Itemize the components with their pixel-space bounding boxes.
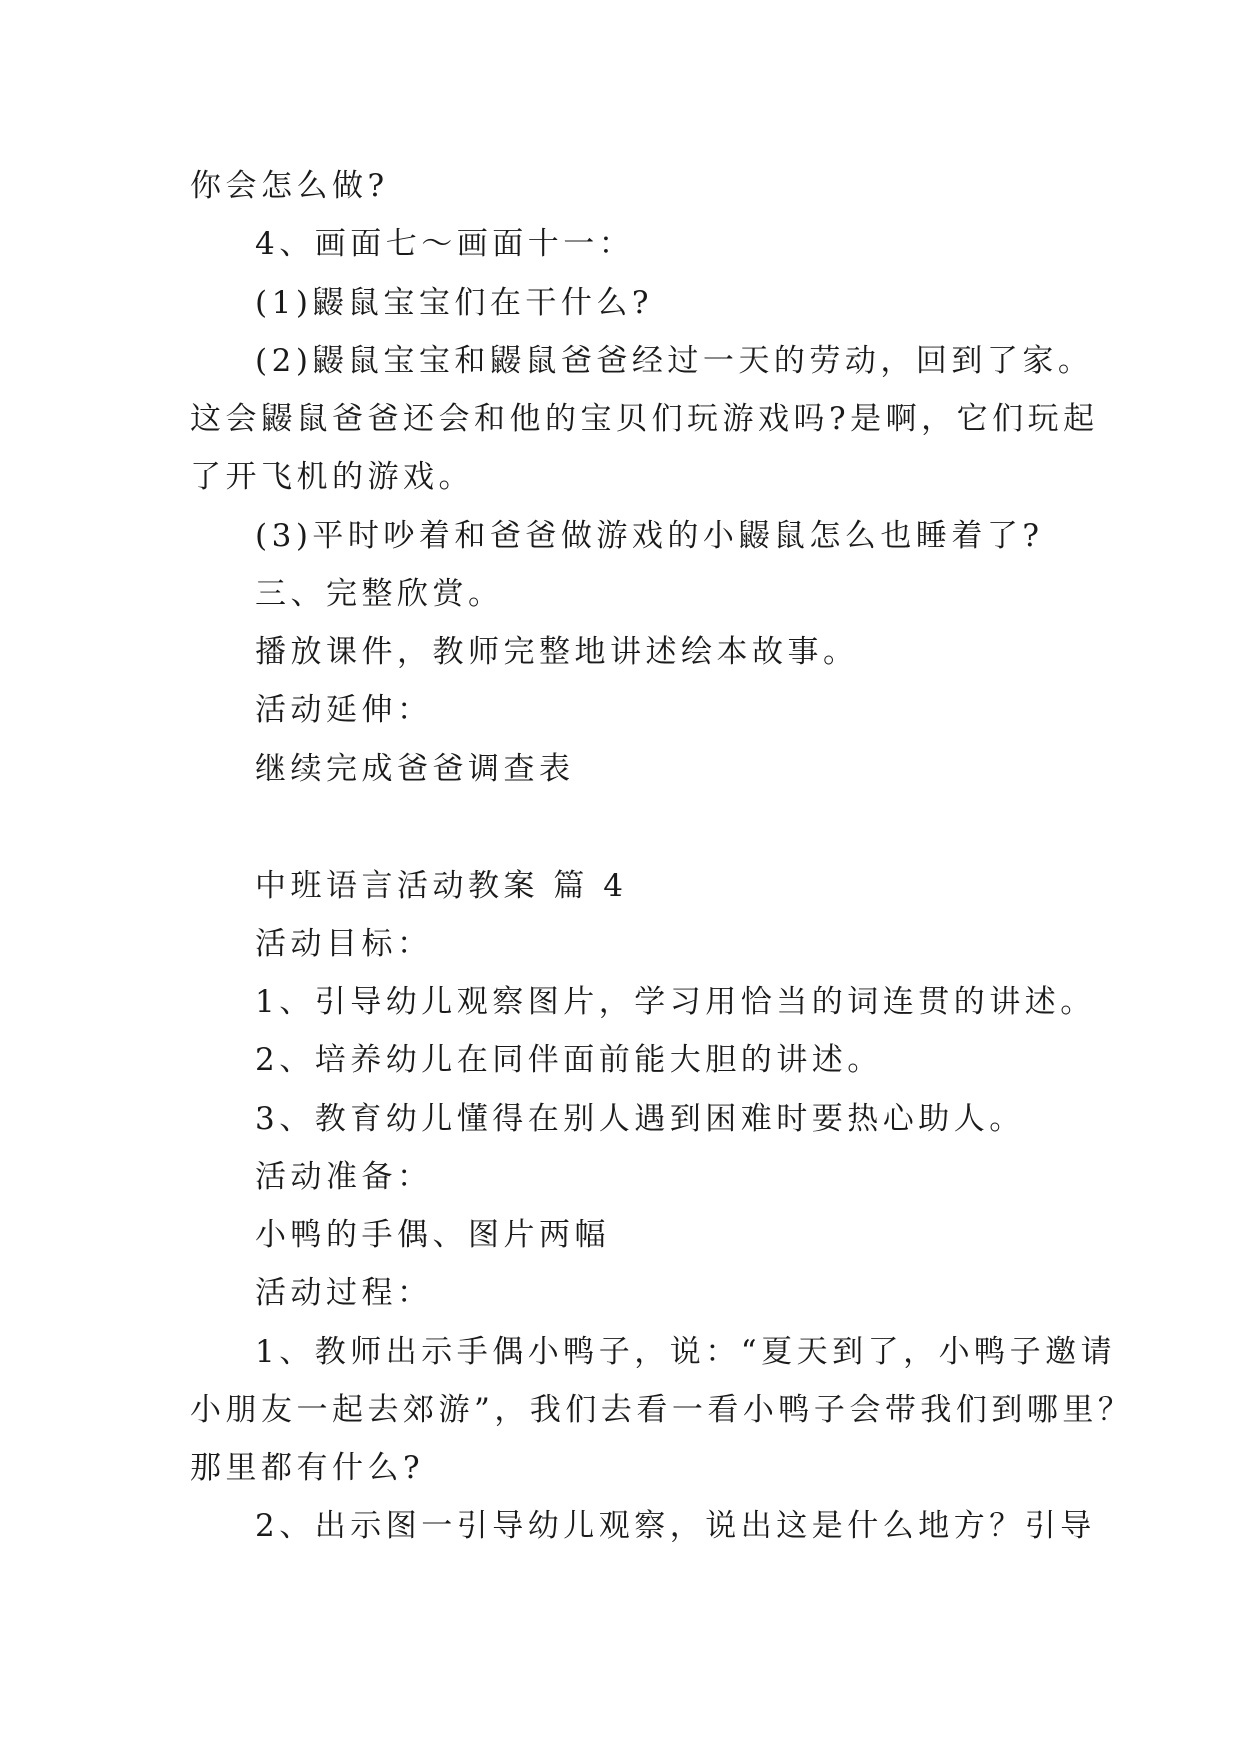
- text-line: 1、引导幼儿观察图片，学习用恰当的词连贯的讲述。: [255, 984, 1096, 1020]
- text-line: 这会鼹鼠爸爸还会和他的宝贝们玩游戏吗?是啊，它们玩起: [190, 401, 1099, 437]
- section-heading: 活动准备：: [255, 1159, 433, 1195]
- text-line: 那里都有什么?: [190, 1450, 425, 1486]
- text-line: 你会怎么做?: [190, 168, 389, 204]
- text-line: 小鸭的手偶、图片两幅: [255, 1217, 610, 1253]
- text-line: 小朋友一起去郊游”，我们去看一看小鸭子会带我们到哪里？: [190, 1392, 1134, 1428]
- text-line: (2)鼹鼠宝宝和鼹鼠爸爸经过一天的劳动，回到了家。: [255, 343, 1094, 379]
- text-line: (3)平时吵着和爸爸做游戏的小鼹鼠怎么也睡着了?: [255, 518, 1044, 554]
- text-line: 了开飞机的游戏。: [190, 459, 474, 495]
- text-line: 1、教师出示手偶小鸭子，说：“夏天到了，小鸭子邀请: [255, 1334, 1117, 1370]
- text-line: (1)鼹鼠宝宝们在干什么?: [255, 285, 654, 321]
- article-title: 中班语言活动教案 篇 4: [255, 868, 628, 904]
- section-heading: 4、画面七～画面十一：: [255, 226, 635, 262]
- section-heading: 活动过程：: [255, 1275, 433, 1311]
- section-heading: 三、完整欣赏。: [255, 576, 504, 612]
- text-line: 2、培养幼儿在同伴面前能大胆的讲述。: [255, 1042, 883, 1078]
- text-line: 2、出示图一引导幼儿观察，说出这是什么地方？引导: [255, 1508, 1096, 1544]
- text-line: 3、教育幼儿懂得在别人遇到困难时要热心助人。: [255, 1101, 1025, 1137]
- section-heading: 活动目标：: [255, 926, 433, 962]
- text-line: 播放课件，教师完整地讲述绘本故事。: [255, 634, 859, 670]
- section-heading: 活动延伸：: [255, 692, 433, 728]
- text-line: 继续完成爸爸调查表: [255, 751, 575, 787]
